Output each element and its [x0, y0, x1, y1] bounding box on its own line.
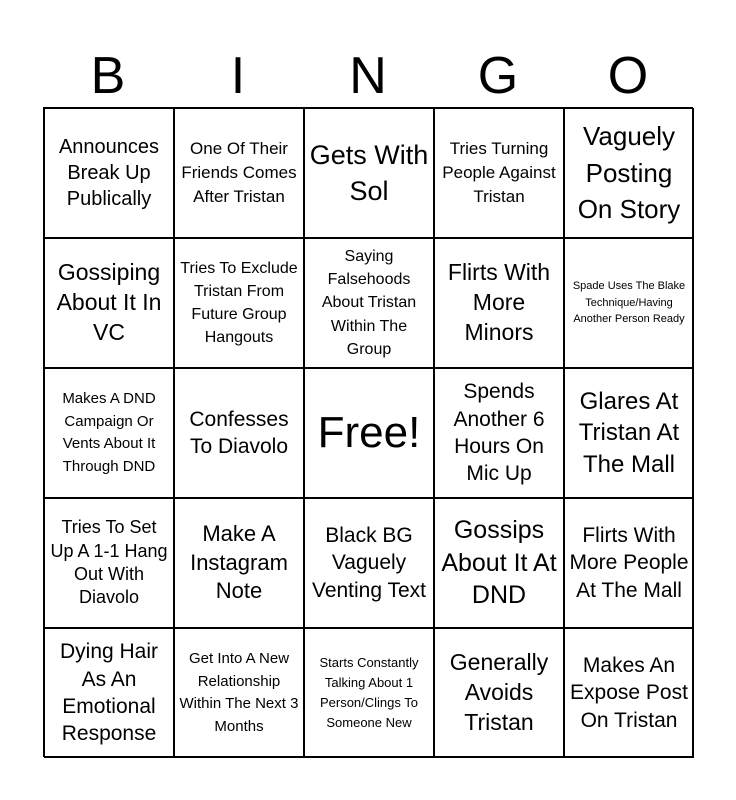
cell-text: Flirts With More People At The Mall	[569, 524, 689, 602]
header-letter-b: B	[90, 47, 126, 105]
cell-text: Spends Another 6 Hours On Mic Up	[453, 380, 545, 486]
bingo-cell[interactable]	[434, 368, 564, 498]
bingo-cell[interactable]	[174, 238, 304, 368]
bingo-cell[interactable]	[564, 628, 694, 758]
bingo-cell[interactable]	[44, 108, 174, 238]
bingo-cell[interactable]	[434, 108, 564, 238]
cell-text: Flirts With More Minors	[447, 259, 551, 345]
cell-text: Generally Avoids Tristan	[449, 649, 549, 735]
cell-text: Tries To Exclude Tristan From Future Group Hangouts	[180, 259, 298, 347]
bingo-cell[interactable]	[304, 498, 434, 628]
bingo-cell[interactable]	[304, 238, 434, 368]
cell-text: Gossiping About It In VC	[56, 259, 162, 345]
cell-text: One Of Their Friends Comes After Tristan	[181, 139, 297, 206]
cell-text: Tries To Set Up A 1-1 Hang Out With Diavolo	[50, 517, 168, 608]
cell-text: Glares At Tristan At The Mall	[578, 388, 680, 478]
cell-text: Tries Turning People Against Tristan	[442, 139, 556, 206]
bingo-cell[interactable]	[564, 368, 694, 498]
header-letter-o: O	[607, 47, 649, 105]
bingo-cell[interactable]	[304, 108, 434, 238]
free-space-text: Free!	[317, 407, 421, 457]
header-letter-n: N	[349, 47, 387, 105]
cell-text: Makes A DND Campaign Or Vents About It Through DND	[62, 390, 156, 475]
free-space[interactable]	[304, 368, 434, 498]
cell-text: Confesses To Diavolo	[189, 407, 289, 458]
bingo-cell[interactable]	[564, 238, 694, 368]
bingo-grid	[43, 107, 693, 757]
cell-text: Vaguely Posting On Story	[577, 121, 681, 225]
bingo-cell[interactable]	[434, 628, 564, 758]
cell-text: Spade Uses The Blake Technique/Having Another Person Ready	[572, 280, 686, 326]
bingo-cell[interactable]	[174, 368, 304, 498]
cell-text: Makes An Expose Post On Tristan	[570, 654, 688, 732]
bingo-cell[interactable]	[174, 628, 304, 758]
bingo-cell[interactable]	[564, 498, 694, 628]
cell-text: Saying Falsehoods About Tristan Within The Group	[321, 248, 417, 358]
bingo-cell[interactable]	[174, 108, 304, 238]
header-letter-i: I	[230, 47, 246, 105]
bingo-cell[interactable]	[44, 238, 174, 368]
cell-text: Get Into A New Relationship Within The Next 3 Months	[179, 650, 299, 735]
cell-text: Dying Hair As An Emotional Response	[59, 640, 159, 746]
cell-text: Gets With Sol	[309, 139, 429, 206]
bingo-header	[43, 46, 693, 106]
cell-text: Gossips About It At DND	[441, 516, 557, 610]
bingo-cell[interactable]	[44, 498, 174, 628]
cell-text: Starts Constantly Talking About 1 Person/Clings To Someone New	[319, 654, 419, 731]
bingo-cell[interactable]	[564, 108, 694, 238]
bingo-cell[interactable]	[304, 628, 434, 758]
header-letter-g: G	[477, 47, 519, 105]
cell-text: Make A Instagram Note	[190, 521, 288, 604]
bingo-cell[interactable]	[44, 628, 174, 758]
bingo-cell[interactable]	[434, 498, 564, 628]
cell-text: Announces Break Up Publically	[58, 136, 160, 210]
bingo-cell[interactable]	[44, 368, 174, 498]
bingo-cell[interactable]	[434, 238, 564, 368]
cell-text: Black BG Vaguely Venting Text	[311, 524, 427, 602]
bingo-cell[interactable]	[174, 498, 304, 628]
